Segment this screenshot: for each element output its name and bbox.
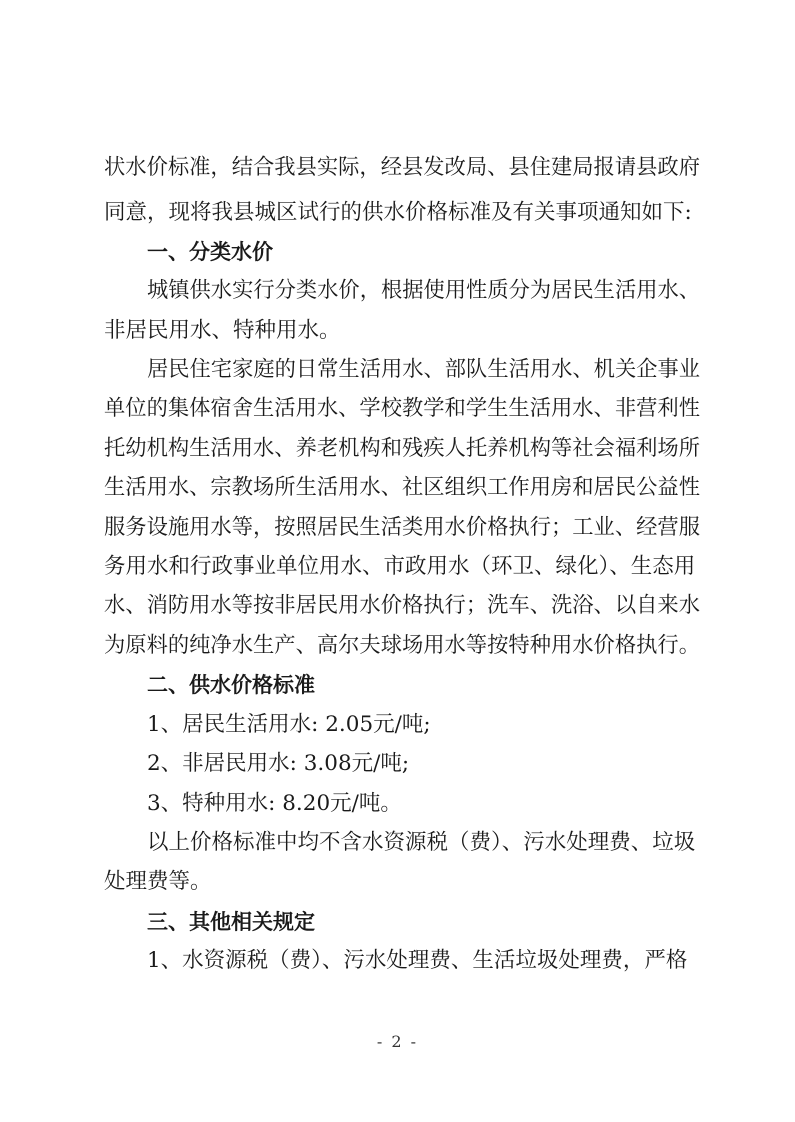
- body-text: 居民住宅家庭的日常生活用水、部队生活用水、机关企事业: [147, 357, 701, 382]
- body-line: [0, 311, 795, 351]
- section-heading-3: 三、其他相关规定: [147, 910, 315, 934]
- body-line: [0, 941, 795, 981]
- body-line: [0, 823, 795, 863]
- section-heading-1: 一、分类水价: [147, 240, 273, 264]
- section-heading-line: [0, 665, 795, 705]
- body-text: 1、水资源税（费）、污水处理费、生活垃圾处理费，严格: [147, 948, 688, 973]
- body-text: 以上价格标准中均不含水资源税（费）、污水处理费、垃圾: [147, 830, 696, 855]
- body-line: [0, 429, 795, 469]
- price-item-special: 3、特种用水: 8.20元/吨。: [147, 791, 402, 816]
- body-line: [0, 586, 795, 626]
- body-text: 状水价标准，结合我县实际，经县发改局、县住建局报请县政府: [104, 155, 700, 180]
- body-text: 生活用水、宗教场所生活用水、社区组织工作用房和居民公益性: [104, 475, 700, 500]
- body-text: 非居民用水、特种用水。: [104, 318, 341, 343]
- body-text: 为原料的纯净水生产、高尔夫球场用水等按特种用水价格执行。: [104, 633, 700, 658]
- section-heading-2: 二、供水价格标准: [147, 673, 315, 697]
- body-line: [0, 271, 795, 311]
- body-line: [0, 547, 795, 587]
- section-heading-line: [0, 232, 795, 272]
- page-number: - 2 -: [376, 1032, 419, 1051]
- body-text: 同意，现将我县城区试行的供水价格标准及有关事项通知如下:: [104, 200, 692, 225]
- body-line: [0, 468, 795, 508]
- body-text: 水、消防用水等按非居民用水价格执行；洗车、洗浴、以自来水: [104, 593, 700, 618]
- body-text: 处理费等。: [104, 869, 212, 894]
- body-line: [0, 389, 795, 429]
- body-line: [0, 626, 795, 666]
- body-text: 托幼机构生活用水、养老机构和残疾人托养机构等社会福利场所: [104, 436, 700, 461]
- body-line: [0, 862, 795, 902]
- price-item-residential: 1、居民生活用水: 2.05元/吨;: [147, 712, 431, 737]
- body-line: [0, 193, 795, 233]
- body-line: [0, 508, 795, 548]
- body-text: 单位的集体宿舍生活用水、学校教学和学生生活用水、非营利性: [104, 396, 700, 421]
- price-line: [0, 705, 795, 745]
- price-line: [0, 784, 795, 824]
- section-heading-line: [0, 902, 795, 942]
- body-line: [0, 148, 795, 188]
- body-text: 城镇供水实行分类水价，根据使用性质分为居民生活用水、: [147, 278, 701, 303]
- body-text: 务用水和行政事业单位用水、市政用水（环卫、绿化）、生态用: [104, 554, 696, 579]
- price-item-non-residential: 2、非居民用水: 3.08元/吨;: [147, 751, 410, 776]
- price-line: [0, 744, 795, 784]
- body-line: [0, 350, 795, 390]
- body-text: 服务设施用水等，按照居民生活类用水价格执行；工业、经营服: [104, 515, 700, 540]
